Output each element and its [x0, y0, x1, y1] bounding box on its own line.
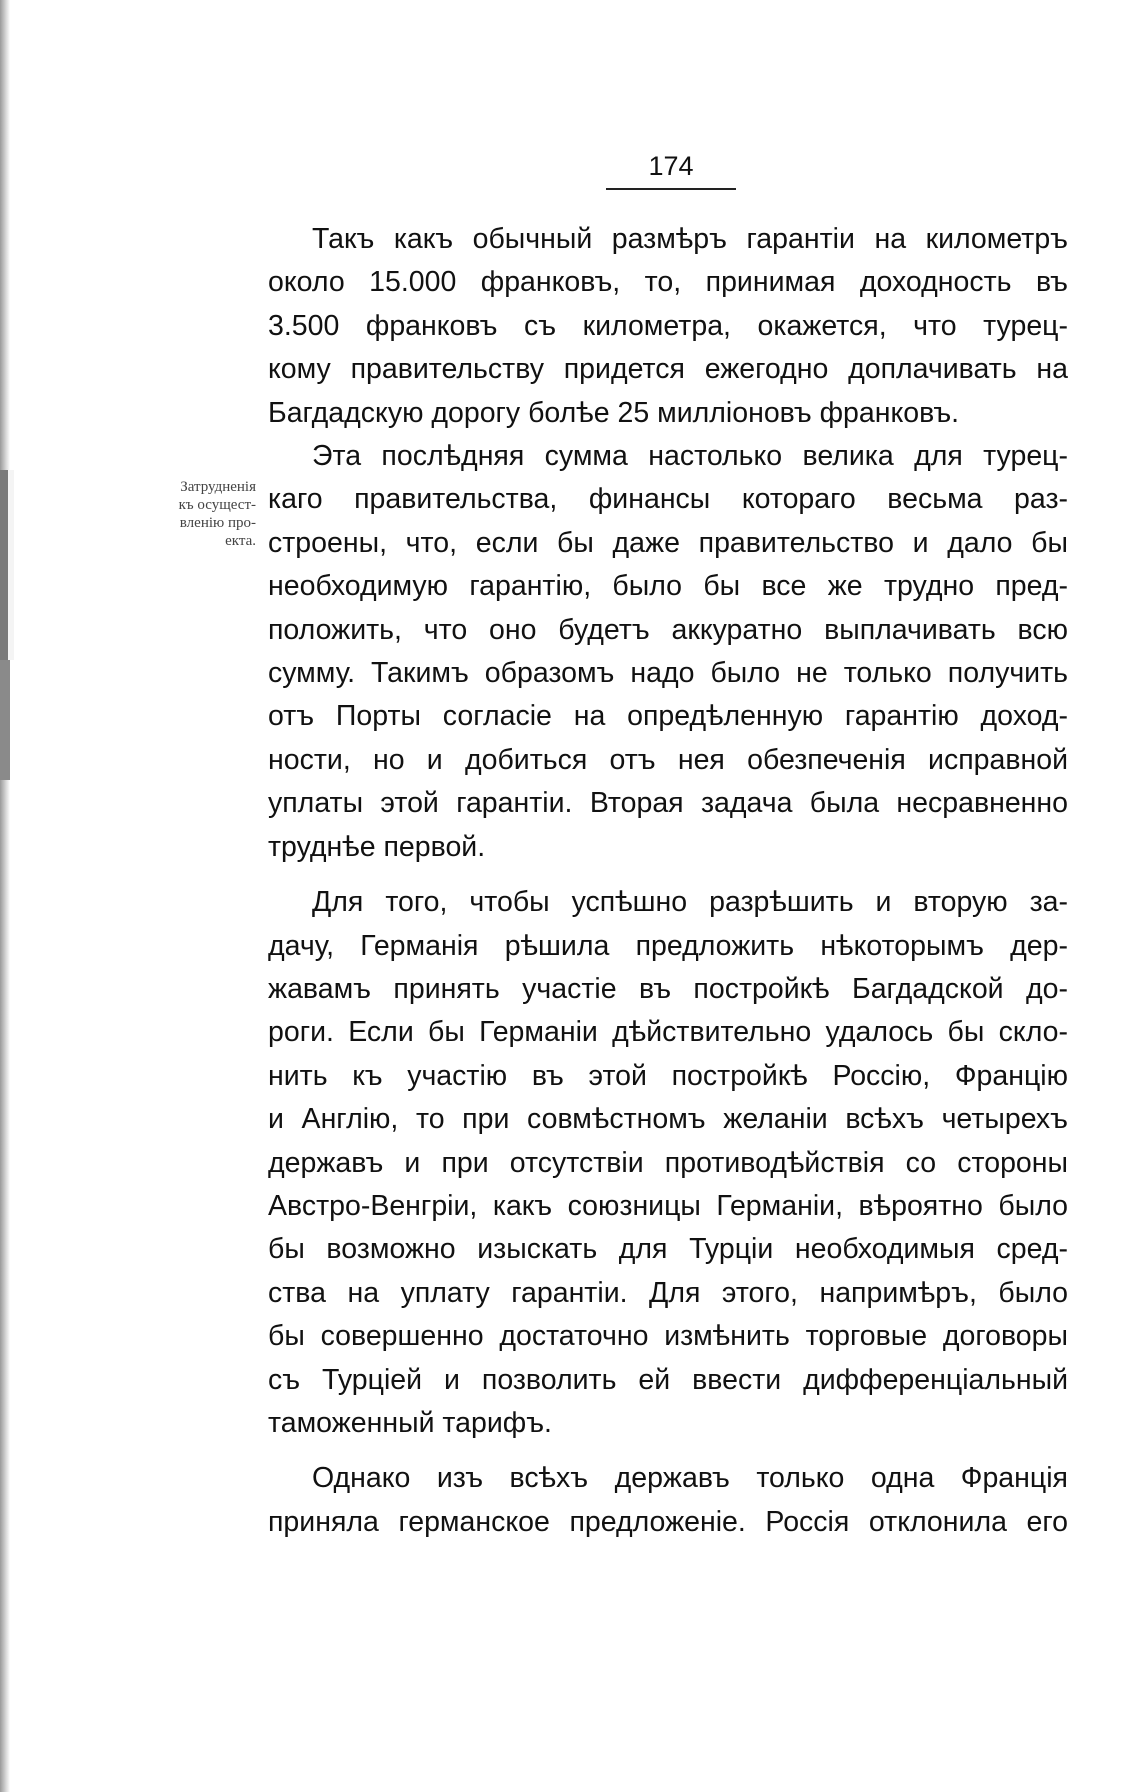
paragraph: [268, 435, 1068, 869]
text-line: Австро-Венгріи, какъ союзницы Германіи, вѣроятно было: [268, 1189, 1068, 1222]
text-line: державъ и при отсутствіи противодѣйствія со стороны: [268, 1146, 1068, 1179]
text-line: нить къ участію въ этой постройкѣ Россію, Францію: [268, 1059, 1068, 1092]
text-line: каго правительства, финансы котораго весьма раз-: [268, 483, 1068, 516]
scan-edge-mark: [0, 470, 14, 660]
text-line: Багдадскую дорогу болѣе 25 милліоновъ франковъ.: [268, 396, 960, 429]
text-line: бы совершенно достаточно измѣнить торговые договоры: [268, 1320, 1068, 1353]
text-line: Такъ какъ обычный размѣръ гарантіи на километръ: [312, 223, 1068, 255]
text-line: Эта послѣдняя сумма настолько велика для турец-: [312, 440, 1068, 473]
text-line: строены, что, если бы даже правительство и дало бы: [268, 526, 1068, 559]
text-line: отъ Порты согласіе на опредѣленную гарантію доход-: [268, 700, 1068, 733]
text-line: 3.500 франковъ съ километра, окажется, что турец-: [268, 309, 1068, 342]
text-line: кому правительству придется ежегодно доплачивать на: [268, 353, 1068, 386]
text-line: роги. Если бы Германіи дѣйствительно удалось бы скло-: [268, 1016, 1068, 1049]
margin-note: Затрудненія къ осущест- вленію про- екта.: [178, 479, 256, 549]
body-text: [268, 218, 1068, 1544]
text-line: положить, что оно будетъ аккуратно выплачивать всю: [268, 613, 1068, 646]
text-line: необходимую гарантію, было бы все же трудно пред-: [268, 570, 1068, 603]
text-line: ства на уплату гарантіи. Для этого, напримѣръ, было: [268, 1276, 1068, 1309]
text-line: и Англію, то при совмѣстномъ желаніи всѣхъ четырехъ: [268, 1103, 1068, 1136]
text-line: сумму. Такимъ образомъ надо было не только получить: [268, 657, 1068, 690]
paragraph-gap: [268, 869, 1068, 881]
text-line: бы возможно изыскать для Турціи необходимыя сред-: [268, 1233, 1068, 1266]
scan-edge-mark: [0, 660, 10, 780]
text-line: жавамъ принять участіе въ постройкѣ Багдадской до-: [268, 972, 1068, 1005]
text-line: уплаты этой гарантіи. Вторая задача была несравненно: [268, 787, 1068, 820]
paragraph: [268, 1457, 1068, 1544]
paragraph-gap: [268, 1445, 1068, 1457]
text-line: Однако изъ всѣхъ державъ только одна Франція: [312, 1462, 1068, 1495]
paragraph: [268, 218, 1068, 435]
text-line: Для того, чтобы успѣшно разрѣшить и вторую за-: [312, 886, 1068, 919]
text-line: съ Турціей и позволить ей ввести дифференціальный: [268, 1363, 1068, 1396]
text-line: ности, но и добиться отъ нея обезпеченія исправной: [268, 743, 1068, 776]
scan-edge-shadow: [0, 0, 10, 1792]
page-number: 174: [648, 151, 694, 181]
paragraph: [268, 881, 1068, 1445]
page-number-rule: [606, 188, 736, 190]
text-line: приняла германское предложеніе. Россія отклонила его: [268, 1505, 1068, 1538]
text-line: дачу, Германія рѣшила предложить нѣкоторымъ дер-: [268, 929, 1068, 962]
text-line: таможенный тарифъ.: [268, 1406, 552, 1439]
text-line: около 15.000 франковъ, то, принимая доходность въ: [268, 266, 1068, 299]
text-line: труднѣе первой.: [268, 830, 486, 863]
